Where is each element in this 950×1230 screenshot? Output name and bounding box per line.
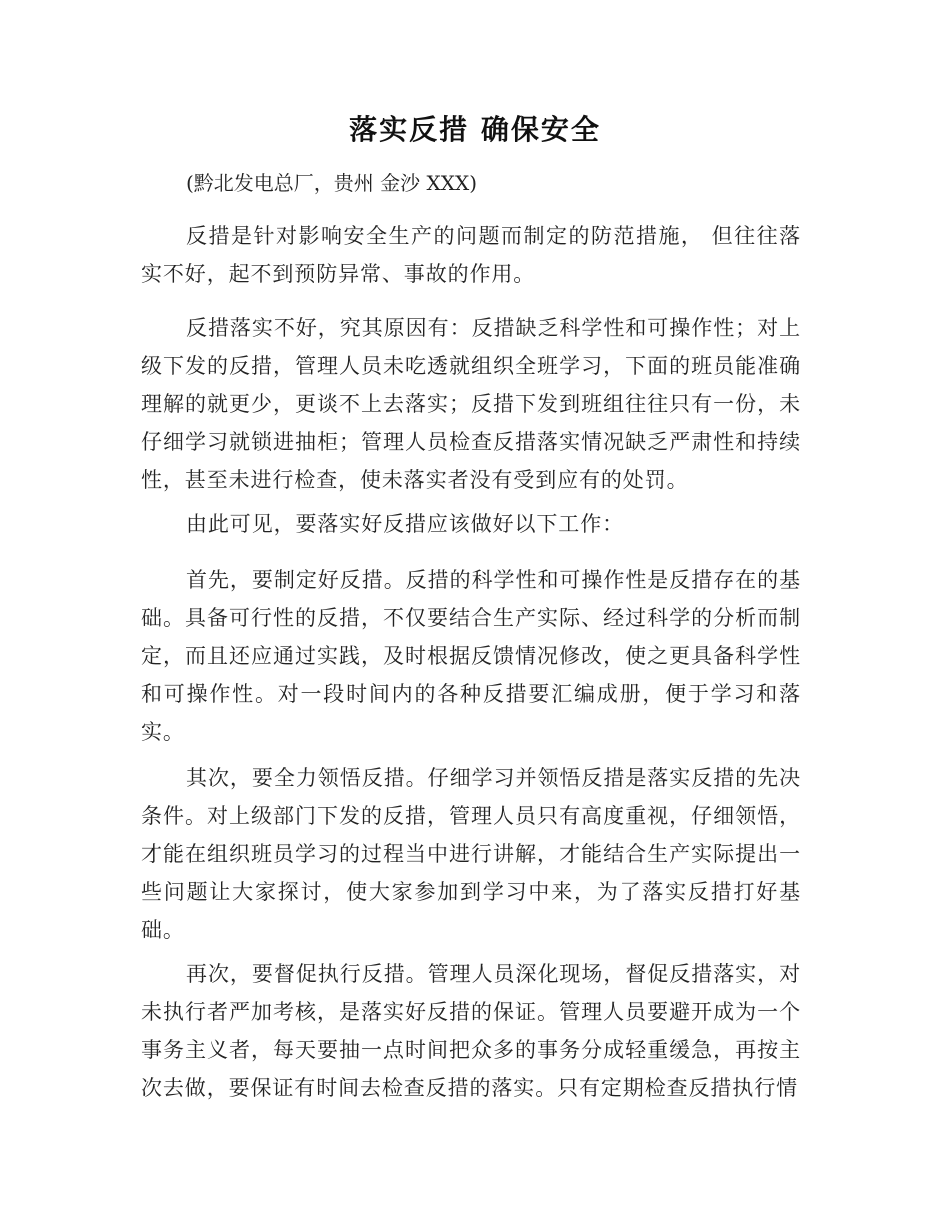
- paragraph: 其次，要全力领悟反措。仔细学习并领悟反措是落实反措的先决条件。对上级部门下发的反措，管理人员只有高度重视，仔细领悟，才能在组织班员学习的过程当中进行讲解，才能结合生产实际提出一些问题让大家探讨，使大家参加到学习中来，为了落实反措打好基础。: [141, 766, 801, 942]
- paragraph: 再次，要督促执行反措。管理人员深化现场，督促反措落实，对未执行者严加考核，是落实好反措的保证。管理人员要避开成为一个事务主义者，每天要抽一点时间把众多的事务分成轻重缓急，再按主次去做，要保证有时间去检查反措的落实。只有定期检查反措执行情: [141, 962, 801, 1100]
- document-title: 落实反措 确保安全: [349, 113, 601, 146]
- paragraph: 由此可见，要落实好反措应该做好以下工作：: [186, 512, 624, 536]
- paragraph: 反措是针对影响安全生产的问题而制定的防范措施， 但往往落实不好，起不到预防异常、事故的作用。: [141, 224, 801, 286]
- author-affiliation: (黔北发电总厂，贵州 金沙 XXX): [186, 171, 478, 195]
- paragraph: 反措落实不好，究其原因有：反措缺乏科学性和可操作性；对上级下发的反措，管理人员未吃透就组织全班学习，下面的班员能准确理解的就更少，更谈不上去落实；反措下发到班组往往只有一份，未仔细学习就锁进抽柜；管理人员检查反措落实情况缺乏严肃性和持续性，甚至未进行检查，使未落实者没有受到应有的处罚。: [141, 316, 801, 492]
- paragraph: 首先，要制定好反措。反措的科学性和可操作性是反措存在的基础。具备可行性的反措，不仅要结合生产实际、经过科学的分析而制定，而且还应通过实践，及时根据反馈情况修改，使之更具备科学性和可操作性。对一段时间内的各种反措要汇编成册，便于学习和落实。: [141, 568, 801, 744]
